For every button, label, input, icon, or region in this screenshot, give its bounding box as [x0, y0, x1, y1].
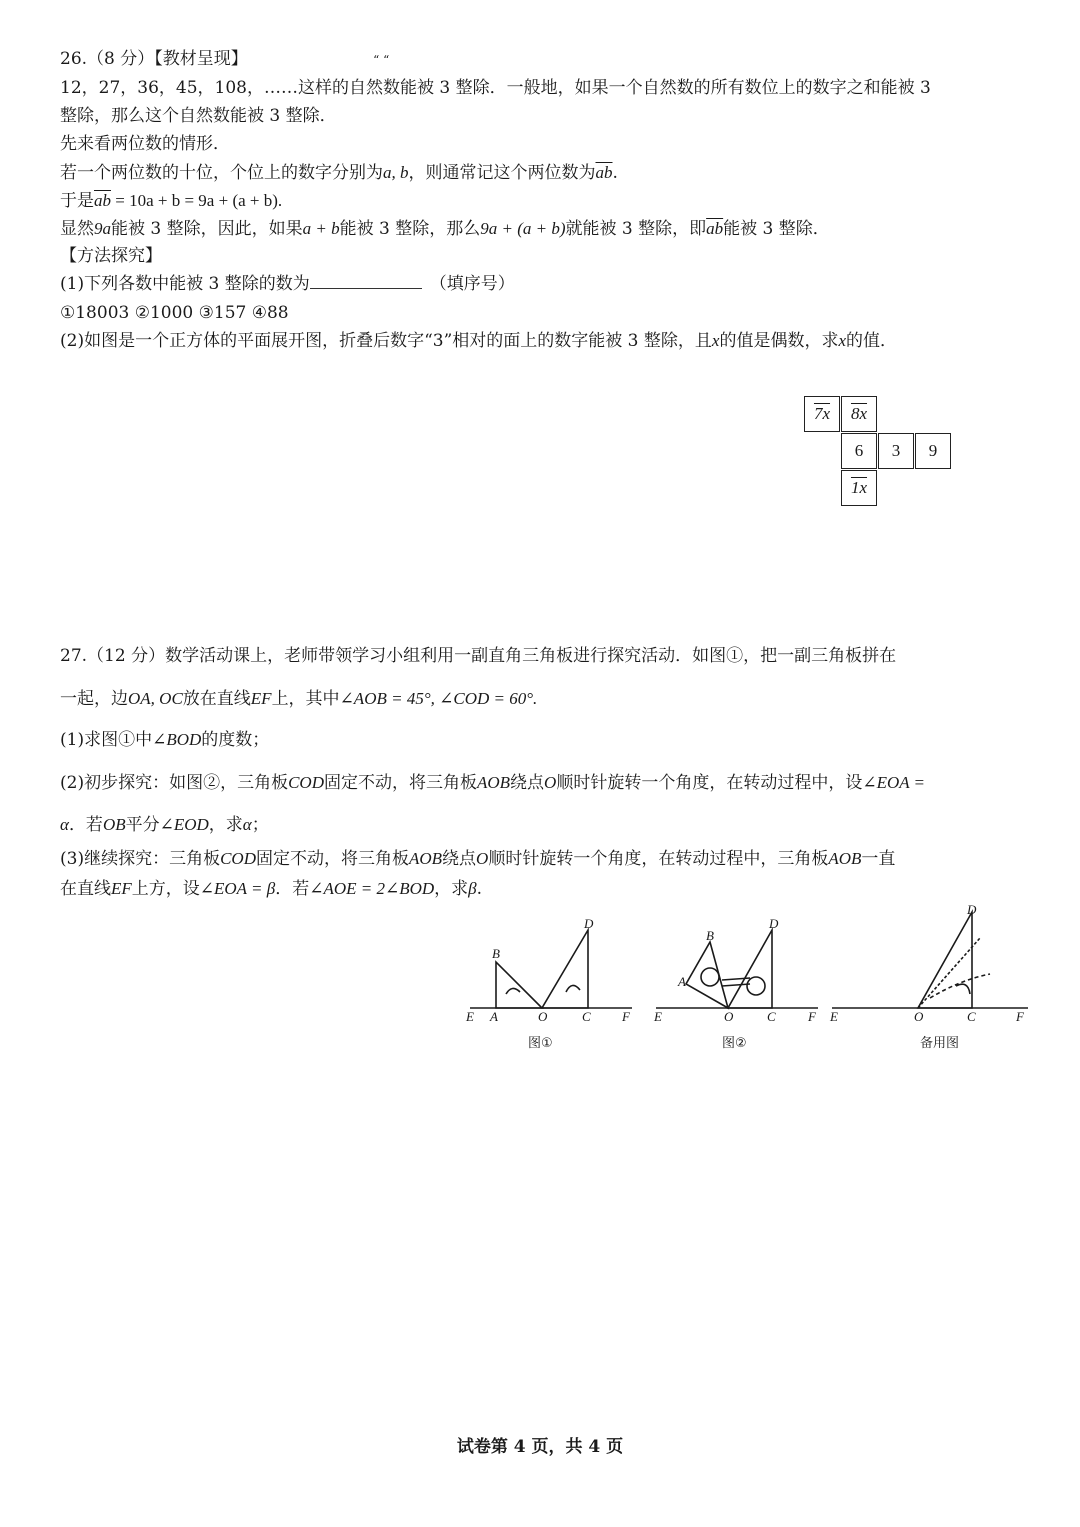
- q27-part2-cont: α．若OB平分∠EOD，求α；: [60, 815, 269, 835]
- fig2-caption: 图②: [722, 1036, 747, 1051]
- q26-line4: 若一个两位数的十位，个位上的数字分别为a, b，则通常记这个两位数为$\overline{ab}$.: [60, 163, 618, 183]
- q27-part1: (1)求图①中∠BOD的度数；: [60, 730, 270, 750]
- fig2-triangle-cod: [728, 930, 772, 1008]
- fig2-label-a: A: [678, 974, 686, 989]
- fig1-triangle-cod: [542, 930, 588, 1008]
- q26-line6: 显然9a能被 3 整除，因此，如果a + b能被 3 整除，那么9a + (a + b)就能被 3 整除，即$\overline{ab}$能被 3 整除．: [60, 219, 830, 239]
- quote-marks: “ “: [373, 53, 390, 67]
- fig2-label-d: D: [769, 916, 779, 931]
- fig1-label-f: F: [622, 1009, 630, 1024]
- net-cell-9: 9: [915, 433, 951, 469]
- fig1-caption: 图①: [528, 1036, 553, 1051]
- q27-part2: (2)初步探究：如图②，三角板COD固定不动，将三角板AOB绕点O顺时针旋转一个角度，在转动过程中，设∠EOA =: [60, 773, 926, 793]
- net-cell-8x: 8x: [841, 396, 877, 432]
- fig1-label-o: O: [538, 1009, 548, 1024]
- page-footer: 试卷第 4 页，共 4 页: [456, 1437, 624, 1457]
- triangle-figures: [460, 900, 1040, 1030]
- fig2-label-o: O: [724, 1009, 734, 1024]
- figure-point-labels: [465, 902, 1025, 1024]
- q26-line3: 先来看两位数的情形．: [60, 134, 230, 154]
- fig1-label-e: E: [466, 1009, 474, 1024]
- fig3-label-c: C: [967, 1009, 976, 1024]
- q26-header: 26.（8 分）【教材呈现】 “ “: [60, 49, 390, 69]
- fig1-label-d: D: [584, 916, 594, 931]
- q26-line2: 整除，那么这个自然数能被 3 整除．: [60, 106, 337, 126]
- q26-line5: 于是$\overline{ab} = 10a + b = 9a + (a + b)$.: [60, 191, 283, 211]
- fig3-label-e: E: [830, 1009, 838, 1024]
- net-cell-3: 3: [878, 433, 914, 469]
- fig2-label-c: C: [767, 1009, 776, 1024]
- fig2-label-e: E: [654, 1009, 662, 1024]
- q27-line2: 一起，边OA, OC放在直线EF上，其中∠AOB = 45°, ∠COD = 60°.: [60, 689, 538, 709]
- net-cell-7x: 7x: [804, 396, 840, 432]
- net-cell-1x: 1x: [841, 470, 877, 506]
- net-cell-6: 6: [841, 433, 877, 469]
- q26-options: ①18003 ②1000 ③157 ④88: [60, 303, 289, 323]
- fig2-label-f: F: [808, 1009, 816, 1024]
- fig3-label-d: D: [967, 902, 977, 917]
- fig3-caption: 备用图: [920, 1036, 960, 1051]
- fig1-label-c: C: [582, 1009, 591, 1024]
- answer-blank[interactable]: [310, 274, 422, 289]
- fig1-triangle-aob: [496, 962, 542, 1008]
- q27-line1: 27.（12 分）数学活动课上，老师带领学习小组利用一副直角三角板进行探究活动．如图①，把一副三角板拼在: [60, 646, 897, 666]
- fig3-label-o: O: [914, 1009, 924, 1024]
- fig3-label-f: F: [1016, 1009, 1024, 1024]
- q26-line1: 12，27，36，45，108，……这样的自然数能被 3 整除．一般地，如果一个自然数的所有数位上的数字之和能被 3: [60, 78, 931, 98]
- q26-part2: (2)如图是一个正方体的平面展开图，折叠后数字“3”相对的面上的数字能被 3 整除，且x的值是偶数，求x的值．: [60, 331, 897, 351]
- fig1-label-a: A: [490, 1009, 498, 1024]
- fig2-label-b: B: [706, 928, 714, 943]
- fig2-triangle-aob: [686, 942, 728, 1008]
- fig3-triangle-cod: [918, 912, 972, 1008]
- q27-part3: (3)继续探究：三角板COD固定不动，将三角板AOB绕点O顺时针旋转一个角度，在转动过程中，三角板AOB一直: [60, 849, 896, 869]
- fig1-label-b: B: [492, 946, 500, 961]
- q26-part1: (1)下列各数中能被 3 整除的数为 （填序号）: [60, 274, 515, 294]
- method-header: 【方法探究】: [60, 246, 162, 266]
- q27-part3-cont: 在直线EF上方，设∠EOA = β．若∠AOE = 2∠BOD，求β.: [60, 879, 483, 899]
